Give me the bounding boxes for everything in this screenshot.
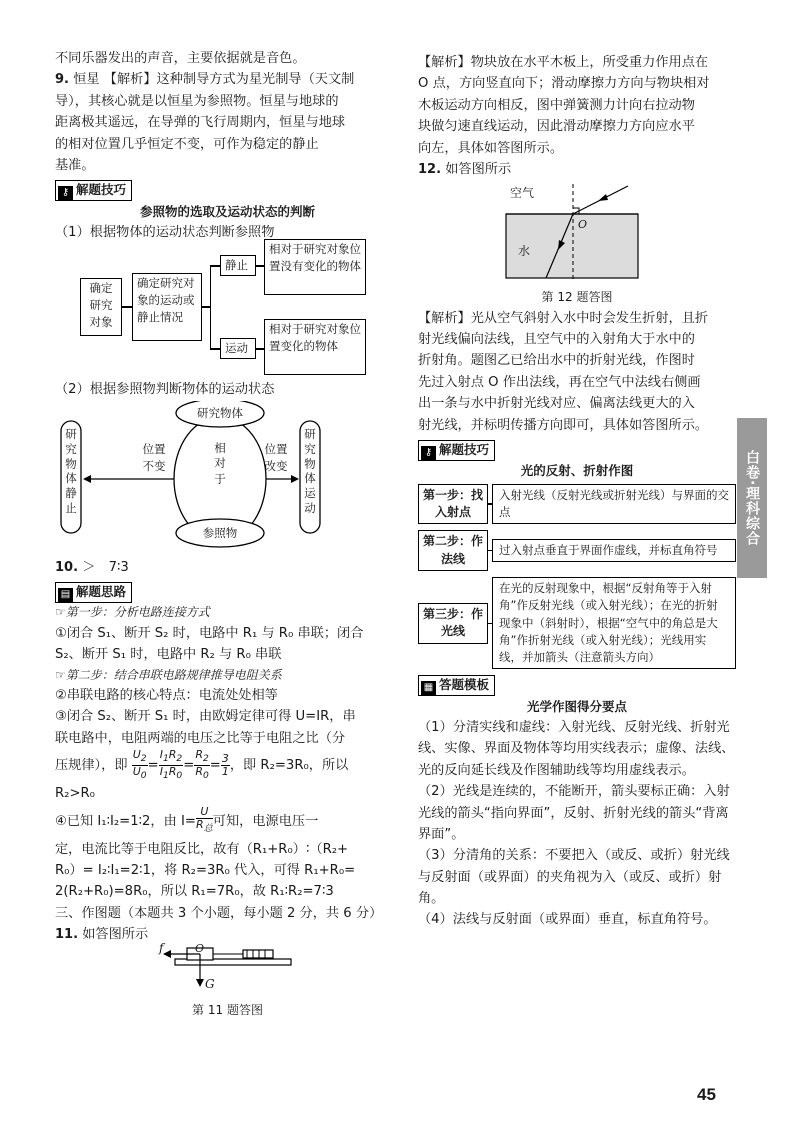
book-icon: ▤ [58,588,73,602]
tip-tag [55,180,132,201]
q11-number: 11. [55,927,79,942]
text-line: ③闭合 S₂、断开 S₁ 时，由欧姆定律可得 U=IR，串 [55,709,356,725]
fraction: $\frac{I_1R_2}{I_1R_0}$ [159,748,183,781]
text-line: R₀）= I₂∶I₁=2∶1，将 R₂=3R₀ 代入，可得 R₁+R₀= [55,862,356,878]
label-g: G [205,977,215,992]
tip-title: 参照物的选取及运动状态的判断 [139,203,315,219]
figure-caption: 第 11 题答图 [192,1003,263,1018]
connector [210,348,220,349]
box-determine-state: 确定研究对象的运动或静止情况 [132,273,202,341]
fraction: $\frac{U}{R_总}$ [195,805,213,835]
connector [210,265,211,349]
box-move: 运动 [220,338,256,359]
tip-tag-label: 解题技巧 [76,182,127,198]
q9-text: 恒星 【解析】这种制导方式为星光制导（天文制 [73,72,355,88]
fraction: $\frac{R_2}{R_0}$ [195,748,209,781]
label-pos-changed: 位置改变 [264,441,288,474]
connector [256,348,264,349]
connector [256,265,264,266]
text-line: O 点，方向竖直向下；滑动摩擦力方向与物块相对 [418,76,710,92]
q11-text: 如答图所示 [82,927,149,942]
step-key: 第一步：找入射点 [418,484,488,525]
text-line: ①闭合 S₁、断开 S₂ 时，电路中 R₁ 与 R₀ 串联；闭合 [55,625,364,641]
fraction: $\frac{3}{1}$ [221,751,229,778]
text-line: 【解析】物块放在水平木板上，所受重力作用点在 [418,55,709,70]
step2-text: 第二步：结合串联电路规律推导电阻关系 [65,667,282,682]
step-key: 第三步：作光线 [418,603,488,644]
text-line: 木板运动方向相反，图中弹簧测力计向右拉动物 [418,97,695,113]
text-line: 块做匀速直线运动，因此滑动摩擦力方向应水平 [418,119,695,135]
template-tag-label: 答题模板 [439,677,490,693]
label-o: O [578,218,588,232]
q10-number: 10. [55,559,79,575]
template-tag [418,675,495,696]
text-line: R₂>R₀ [55,786,95,802]
label-pos-unchanged: 位置不变 [142,441,166,474]
step1-text: 第一步：分析电路连接方式 [65,605,210,620]
q10-answer-text: ＞ 7∶3 [82,559,129,575]
text-line: 向左，具体如答图所示。 [418,140,564,156]
fraction: $\frac{U_2}{U_0}$ [132,748,147,781]
template-point: （1）分清实线和虚线：入射光线、反射光线、折射光线、实像、界面及物体等均用实线表示；虚像、法线、光的反向延长线及作图辅助线等均用虚线表示。 [418,720,735,778]
page-number: 45 [697,1085,716,1104]
text-fragment: 可知，电源电压一 [212,813,319,829]
q9-line: 距离极其遥远，在导弹的飞行周期内，恒星与地球 [55,115,346,131]
text-fragment: 压规律），即 [55,758,128,774]
q12-figure-svg [418,180,736,288]
label-water: 水 [518,244,531,259]
text-line: 射光线偏向法线，且空气中的入射角大于水中的 [418,332,695,348]
formula-line: 压规律），即 $\frac{U_2}{U_0}$ = $\frac{I_1R_2}{I_1R_0}$ = $\frac{R_2}{R_0}$ = $\frac{3}{1}$ ，即 R₂=3R₀，所以 [55,748,349,781]
label-research-object: 研究物体 [197,405,243,420]
text-line: 【解析】光从空气斜射入水中时会发生折射，且折 [418,310,709,326]
text-line: 折射角。题图乙已给出水中的折射光线，作图时 [418,353,695,369]
label-reference: 参照物 [202,525,238,540]
q9-number: 9. [55,72,69,88]
motion-state-diagram [55,401,400,553]
text-line: 联电路中，电阻两端的电压之比等于电阻之比（分 [55,730,346,746]
template-point: （4）法线与反射面（或界面）垂直，标直角符号。 [418,912,717,928]
connector [122,306,132,307]
q10-answer [55,557,400,578]
text-line: S₂、断开 S₁ 时，电路中 R₂ 与 R₀ 串联 [55,647,282,663]
q11-figure [55,941,400,1001]
template-point: （3）分清角的关系：不要把入（或反、或折）射光线与反射面（或界面）的夹角视为入（或反、或折）射角。 [418,848,730,906]
text-line: 先过入射点 O 作出法线，再在空气中法线右侧画 [418,374,701,390]
reference-flow-diagram [55,243,400,371]
step-value: 过入射点垂直于界面作虚线，并标直角符号 [492,539,736,562]
step-row [418,577,736,669]
step-value: 入射光线（反射光线或折射光线）与界面的交点 [492,484,736,525]
text-fragment: ，即 R₂=3R₀，所以 [229,758,349,774]
step-value: 在光的反射现象中，根据“反射角等于入射角”作反射光线（或入射光线）；在光的折射现象中（斜射时），根据“空气中的角总是大角”作折射光线（或入射光线）；光线用实线，并加箭头（注意箭头方向） [492,577,736,669]
tip-title: 光的反射、折射作图 [520,463,634,479]
q9-line: 基准。 [55,157,95,173]
step-row [418,530,736,571]
tip-subtitle: （2）根据参照物判断物体的运动状态 [55,382,275,398]
text-line: ②串联电路的核心特点：电流处处相等 [55,688,278,703]
label-air: 空气 [510,186,535,201]
figure-caption: 第 12 题答图 [541,290,613,305]
q11-figure-svg [55,945,400,1001]
label-relative: 相对于 [214,440,226,486]
tip-tag-label: 解题技巧 [439,441,490,457]
step-row [418,484,736,525]
box-still: 静止 [220,255,256,276]
label-f: f [159,941,164,956]
text-fragment: ④已知 I₁∶I₂=1∶2，由 I= [55,813,196,829]
connector [210,265,220,266]
template-point: （2）光线是连续的，不能断开，箭头要标正确：入射光线的箭头“指向界面”，反射、折射光线的箭头“背离界面”。 [418,784,730,842]
key-icon: ⚷ [58,186,73,200]
right-column [418,52,736,931]
step-heading: ☞第一步：分析电路连接方式 [55,605,210,620]
box-result-still: 相对于研究对象位置没有变化的物体 [264,239,366,295]
template-icon: ▦ [421,681,436,695]
text-line: 出一条与水中折射光线对应、偏离法线更大的入 [418,396,695,412]
text-line: 定，电流比等于电阻反比，故有（R₁+R₀）∶（R₂+ [55,841,349,857]
formula-line [55,805,400,839]
side-tab: 白卷·理科综合 [737,418,767,578]
q9-line: 的相对位置几乎恒定不变，可作为稳定的静止 [55,136,319,152]
label-object-still: 研究物体静止 [65,426,77,516]
q9-line [55,69,400,90]
box-result-move: 相对于研究对象位置变化的物体 [264,319,366,375]
template-title: 光学作图得分要点 [526,698,627,714]
label-object-moving: 研究物体运动 [304,426,316,516]
step-heading: ☞第二步：结合串联电路规律推导电阻关系 [55,667,282,682]
text-line: 不同乐器发出的声音，主要依据就是音色。 [55,51,306,66]
q12-text: 如答图所示 [445,161,512,177]
q9-line: 导），其核心就是以恒星为参照物。恒星与地球的 [55,93,339,109]
q12-number: 12. [418,161,442,177]
connector [202,306,210,307]
tip-tag [418,440,495,461]
q12-line [418,159,736,180]
text-line: 2(R₂+R₀)=8R₀，所以 R₁=7R₀，故 R₁∶R₂=7∶3 [55,884,334,900]
thinking-tag [55,582,132,603]
box-confirm-object: 确定研究对象 [80,278,122,336]
left-column [55,48,400,1021]
tip-subtitle: （1）根据物体的运动状态判断参照物 [55,224,275,240]
q11-line [55,924,400,945]
key-icon: ⚷ [421,446,436,460]
thinking-tag-label: 解题思路 [76,584,127,599]
section-heading: 三、作图题（本题共 3 个小题，每小题 2 分，共 6 分） [55,905,383,921]
q12-figure [418,180,736,288]
text-line: 射光线，并标明传播方向即可，具体如答图所示。 [418,417,709,433]
label-o: O [195,942,205,956]
step-key: 第二步：作法线 [418,530,488,571]
